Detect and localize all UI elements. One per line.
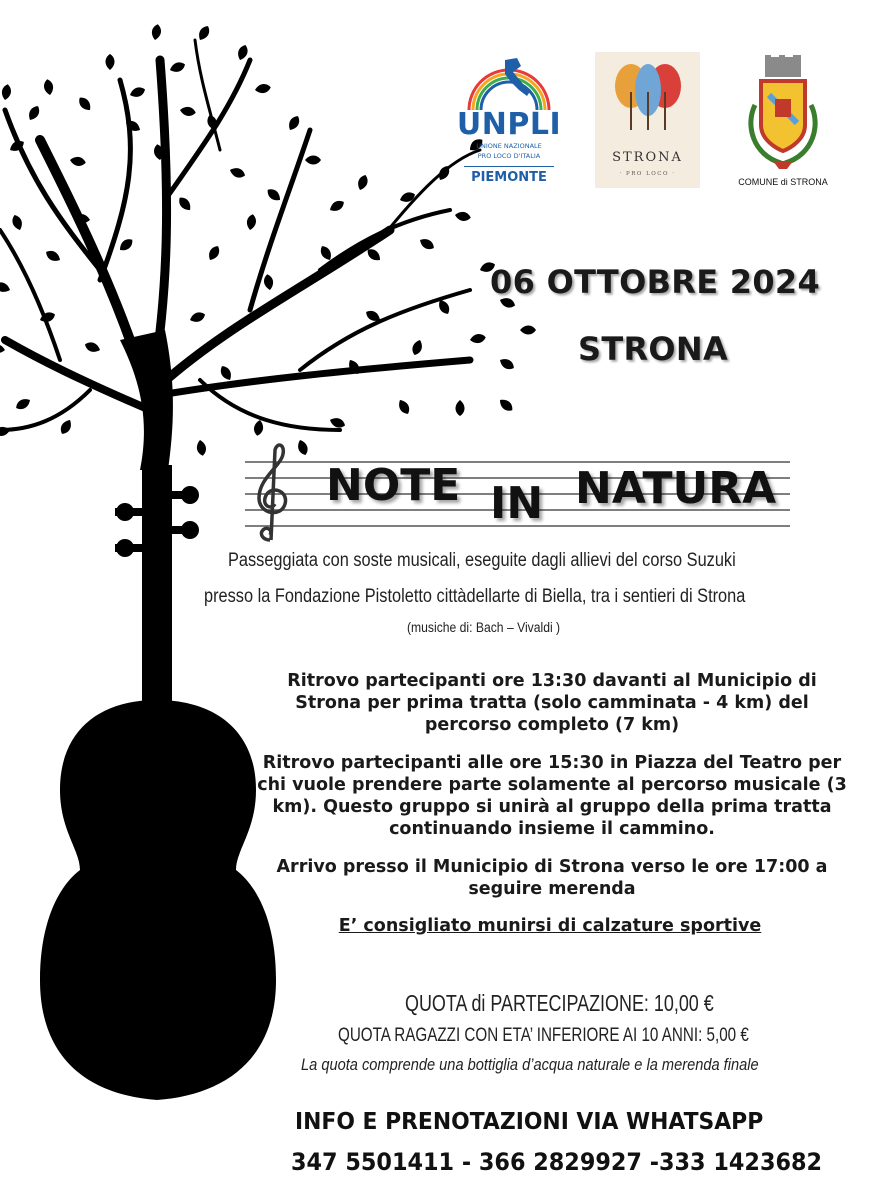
- meeting-second-group: Ritrovo partecipanti alle ore 15:30 in Piazza del Teatro per chi vuole prendere parte solamente al percorso musicale (3 km). Questo gruppo si unirà al gruppo della prima tratta continuando insieme il cammino.: [257, 753, 847, 839]
- meeting-first-group: Ritrovo partecipanti ore 13:30 davanti al Municipio di Strona per prima tratta (solo camminata - 4 km) del percorso completo (7 km): [287, 671, 817, 735]
- pro-loco-name: STRONA: [612, 150, 683, 165]
- footwear-advice: E’ consigliato munirsi di calzature sportive: [338, 916, 762, 936]
- title-word-in: IN: [490, 478, 544, 529]
- arrival-info: Arrivo presso il Municipio di Strona verso le ore 17:00 a seguire merenda: [276, 857, 828, 899]
- title-word-natura: NATURA: [575, 463, 777, 514]
- title-word-note: NOTE: [326, 460, 461, 511]
- participation-fee: QUOTA di PARTECIPAZIONE: 10,00 €: [405, 990, 714, 1016]
- pro-loco-strona-logo: [595, 52, 700, 188]
- kids-fee: QUOTA RAGAZZI CON ETA’ INFERIORE AI 10 ANNI: 5,00 €: [338, 1025, 749, 1046]
- coat-of-arms-icon: [733, 55, 833, 175]
- unpli-subtitle-1: UNIONE NAZIONALE: [476, 142, 542, 150]
- pro-loco-subtitle: · PRO LOCO ·: [619, 171, 676, 177]
- comune-caption: COMUNE di STRONA: [738, 177, 828, 187]
- trees-icon: [595, 52, 700, 142]
- unpli-subtitle-2: PRO LOCO D'ITALIA: [477, 152, 541, 160]
- event-date: 06 OTTOBRE 2024: [490, 263, 821, 301]
- description-line-1: Passeggiata con soste musicali, eseguite dagli allievi del corso Suzuki: [228, 550, 736, 571]
- description-music: (musiche di: Bach – Vivaldi ): [407, 620, 561, 635]
- booking-heading: INFO E PRENOTAZIONI VIA WHATSAPP: [295, 1107, 764, 1135]
- event-place: STRONA: [578, 330, 729, 368]
- unpli-region: PIEMONTE: [464, 166, 554, 185]
- unpli-logo: [455, 52, 563, 192]
- description-line-2: presso la Fondazione Pistoletto cittàdellarte di Biella, tra i sentieri di Strona: [204, 586, 746, 607]
- fee-includes: La quota comprende una bottiglia d’acqua naturale e la merenda finale: [301, 1055, 759, 1074]
- unpli-name: UNPLI: [456, 107, 562, 142]
- italy-rainbow-icon: [461, 52, 557, 112]
- comune-strona-crest: [733, 55, 833, 190]
- phone-numbers: 347 5501411 - 366 2829927 -333 1423682: [291, 1148, 823, 1176]
